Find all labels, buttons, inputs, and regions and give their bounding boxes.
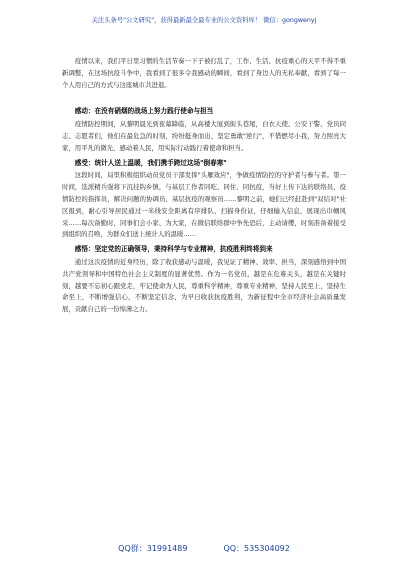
document-body — [62, 56, 346, 319]
intro-paragraph: 疫情以来，我们平日里习惯的生活节奏一下子被打乱了，工作、生活、抗疫重心的天平不得不重新调整，在这场抗疫斗争中，我看到了很多令我感动的瞬间，看到了身边人的无私奉献，看到了每一个人用自己的方式与这座城市共进退。 — [62, 57, 346, 89]
section-heading-2: 感受：统计人送上温暖，我们携手跨过这场"倒春寒" — [74, 158, 227, 167]
section-paragraph-1: 疫情防控期间，从黎明晨光到夜幕降临，从高楼大厦到街头巷尾，白衣天使、公安干警、党员同志、志愿者们，他们在最危急的时刻，纷纷挺身而出、坚定勇敢"逆行"，不惜燃尽小我，努力照亮大家，用平凡的微光，感动着人民，用实际行动践行着使命和担当。 — [62, 120, 346, 152]
footer-qq-contact: QQ：535304092 — [223, 544, 290, 553]
section-paragraph-2: 这段时间，局里积极组织动员党员干部发挥"头雁效应"，争做疫情防控的守护者与参与者。第一时间，选派精兵强将下沉挂钩乡镇，与基层工作者同吃、同住、同抗疫，当好上传下达的联络员、疫情防控的指挥员，解决问题的协调员、基层抗疫的观察员……黎明之前，她们已经赶赴到"双结对"社区报到，耐心引导居民通过一米线安全距离有序排队、扫描身份证，仔细输入信息，展现出巾帼风采……每次备勤时，同事们会小家、为大家，在微信联络群中争先恐后，主动请缨，时刻准备着接受到组织的召唤，为群众们送上统计人的温暖…… — [62, 171, 346, 239]
section-paragraph-3: 通过这次疫情的近身经历，除了收获感动与温暖，我见证了精神、效率、担当，深刻感悟到中国共产党领导和中国特色社会主义制度的显著优势。作为一名党员，越是在危难关头，越是在关键时刻，越要不忘初心跟党走，牢记使命为人民，尊重科学精神，尊重专业精神，坚持人民至上，坚持生命至上，不断增强信心，不断坚定信念，为早日收获抗疫胜利，为新征程中全市经济社会高质量发展，贡献自己的一份绵薄之力。 — [62, 257, 346, 314]
footer-qq-group: QQ群：31991489 — [118, 544, 188, 553]
page-footer — [0, 543, 408, 554]
section-heading-3: 感悟：坚定党的正确领导，秉持科学与专业精神，抗疫胜利终将到来 — [74, 245, 273, 254]
section-heading-1: 感动：在没有硝烟的战场上努力践行使命与担当 — [74, 107, 214, 116]
page-header-banner: 关注头条号"公文研究"，获得最新最全最专业的公文资料库！ 微信：gongwenyj — [91, 17, 317, 24]
